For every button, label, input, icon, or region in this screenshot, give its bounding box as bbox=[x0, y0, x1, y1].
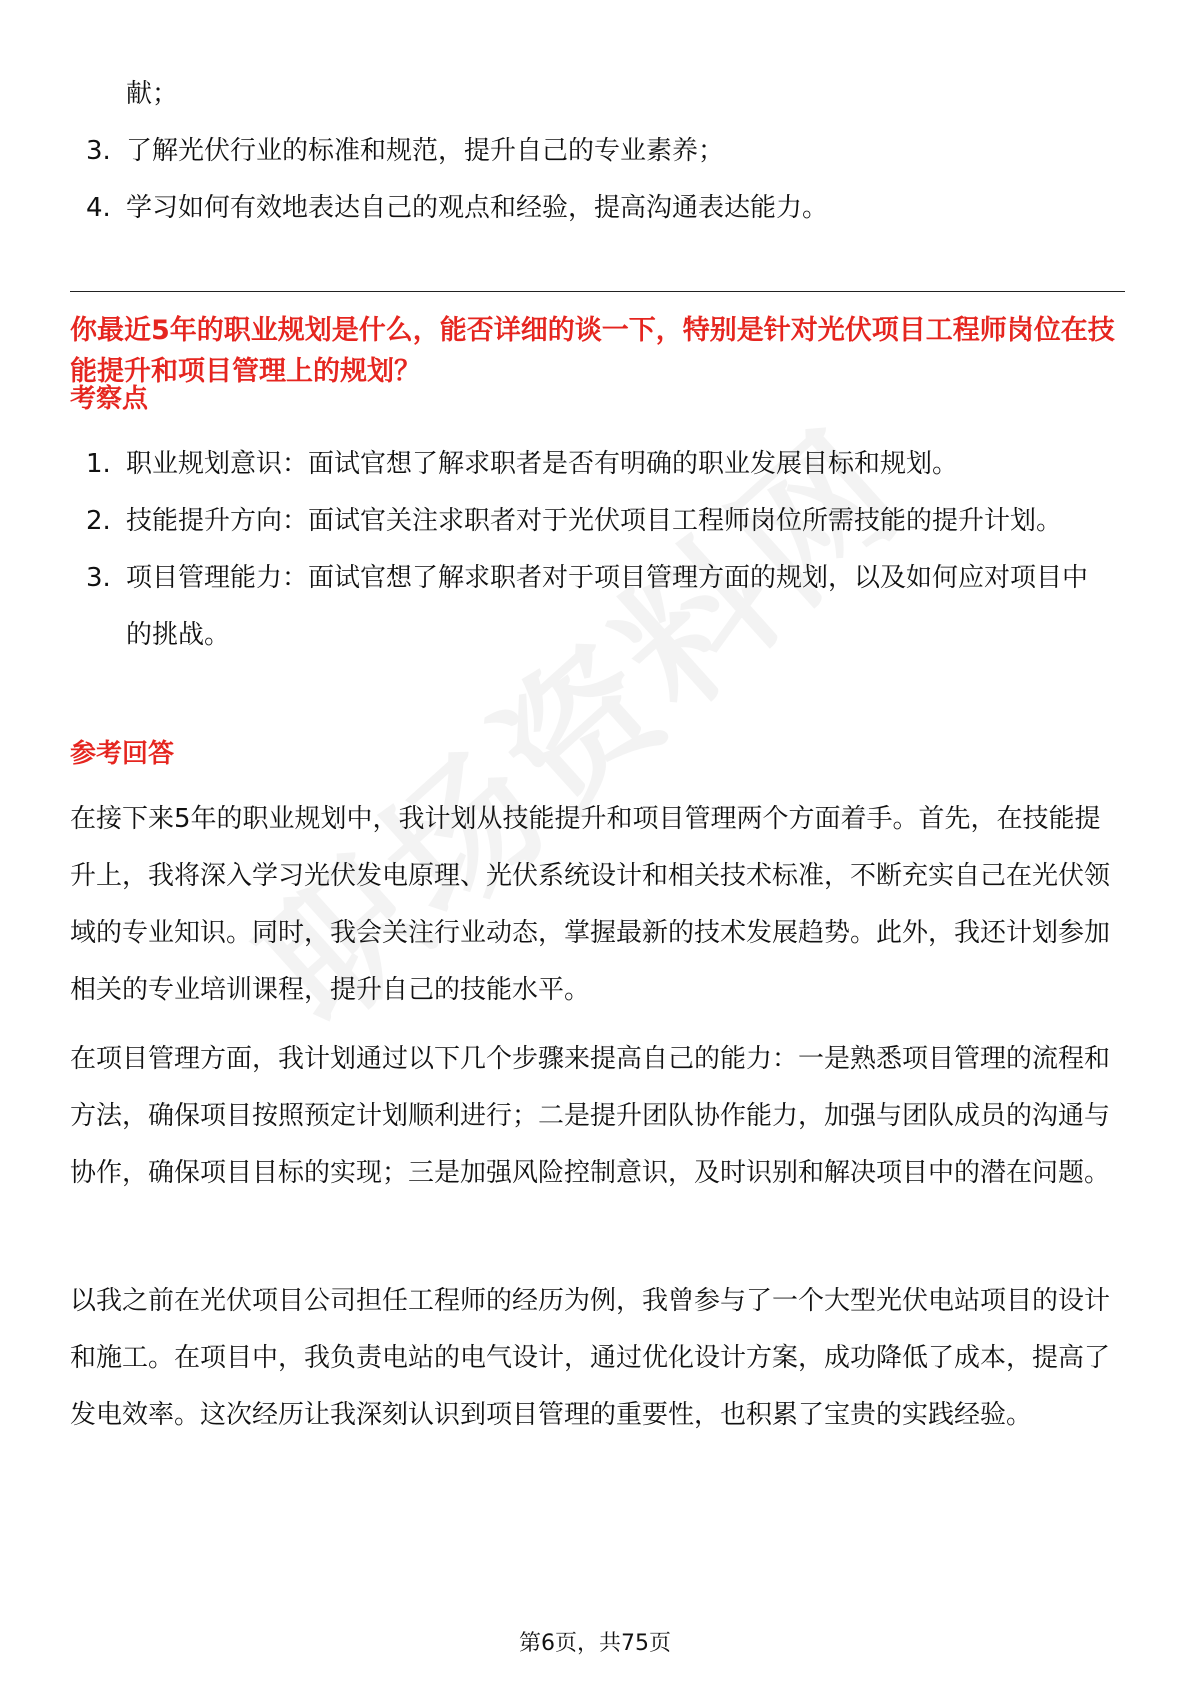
list-item bbox=[70, 123, 1110, 180]
list-item-text: 技能提升方向：面试官关注求职者对于光伏项目工程师岗位所需技能的提升计划。 bbox=[126, 506, 1063, 536]
section-heading-answer: 参考回答 bbox=[70, 739, 175, 769]
list-item bbox=[70, 493, 1110, 550]
list-item bbox=[70, 180, 1110, 237]
list-item-text: 职业规划意识：面试官想了解求职者是否有明确的职业发展目标和规划。 bbox=[126, 449, 959, 479]
points-list bbox=[70, 436, 1110, 664]
question-title: 你最近5年的职业规划是什么，能否详细的谈一下，特别是针对光伏项目工程师岗位在技能提升和项目管理上的规划？ bbox=[70, 315, 1115, 387]
answer-paragraph: 以我之前在光伏项目公司担任工程师的经历为例，我曾参与了一个大型光伏电站项目的设计和施工。在项目中，我负责电站的电气设计，通过优化设计方案，成功降低了成本，提高了发电效率。这次经历让我深刻认识到项目管理的重要性，也积累了宝贵的实践经验。 bbox=[70, 1286, 1111, 1430]
previous-answer-list bbox=[70, 66, 1110, 237]
list-item-text: 项目管理能力：面试官想了解求职者对于项目管理方面的规划，以及如何应对项目中的挑战。 bbox=[126, 563, 1089, 650]
list-item-continuation bbox=[70, 66, 1110, 123]
list-item bbox=[70, 550, 1110, 664]
section-divider bbox=[70, 291, 1125, 292]
list-item-number: 4. bbox=[86, 193, 111, 223]
answer-paragraph: 在项目管理方面，我计划通过以下几个步骤来提高自己的能力：一是熟悉项目管理的流程和方法，确保项目按照预定计划顺利进行；二是提升团队协作能力，加强与团队成员的沟通与协作，确保项目目标的实现；三是加强风险控制意识，及时识别和解决项目中的潜在问题。 bbox=[70, 1044, 1111, 1188]
list-item-text: 学习如何有效地表达自己的观点和经验，提高沟通表达能力。 bbox=[126, 193, 829, 223]
list-item-number: 2. bbox=[86, 506, 111, 536]
section-heading-points: 考察点 bbox=[70, 384, 149, 414]
list-item-number: 3. bbox=[86, 563, 111, 593]
list-item-number: 1. bbox=[86, 449, 111, 479]
list-item-text: 献； bbox=[126, 79, 179, 109]
list-item-text: 了解光伏行业的标准和规范，提升自己的专业素养； bbox=[126, 136, 725, 166]
list-item-number: 3. bbox=[86, 136, 111, 166]
page-number: 第6页，共75页 bbox=[519, 1631, 671, 1656]
list-item bbox=[70, 436, 1110, 493]
answer-paragraph: 在接下来5年的职业规划中，我计划从技能提升和项目管理两个方面着手。首先，在技能提升上，我将深入学习光伏发电原理、光伏系统设计和相关技术标准，不断充实自己在光伏领域的专业知识。同时，我会关注行业动态，掌握最新的技术发展趋势。此外，我还计划参加相关的专业培训课程，提升自己的技能水平。 bbox=[70, 804, 1111, 1005]
